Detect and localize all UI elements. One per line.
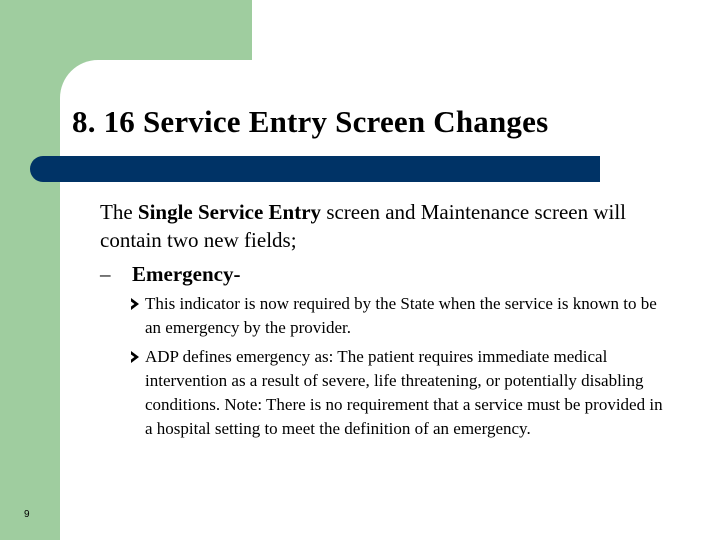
dash-list-item: [100, 260, 240, 288]
intro-bold-term: Single Service Entry: [137, 200, 322, 224]
intro-rest: screen and Maintenance screen will contain two new fields;: [100, 200, 627, 252]
slide-page-number: 9: [24, 509, 30, 520]
intro-lead: The: [100, 200, 138, 224]
dash-item-label: Emergency-: [132, 262, 241, 286]
arrowhead-bullet-icon: [130, 297, 140, 311]
arrowhead-bullet-icon: [130, 350, 140, 364]
arrow-item-text: ADP defines emergency as: The patient requires immediate medical intervention as a result of severe, life threatening, or potentially disabling conditions. Note: There is no requirement that a service must be provided in a hospital setting to meet the definition of an emergency.: [145, 347, 663, 438]
arrow-list-item: [145, 292, 665, 340]
intro-paragraph: [100, 198, 680, 254]
arrow-item-text: This indicator is now required by the State when the service is known to be an emergency by the provider.: [145, 294, 657, 337]
title-underline-bar: [30, 156, 600, 182]
arrow-list-item: [145, 345, 665, 441]
slide-title: 8. 16 Service Entry Screen Changes: [72, 104, 549, 139]
dash-bullet: –: [100, 262, 111, 286]
